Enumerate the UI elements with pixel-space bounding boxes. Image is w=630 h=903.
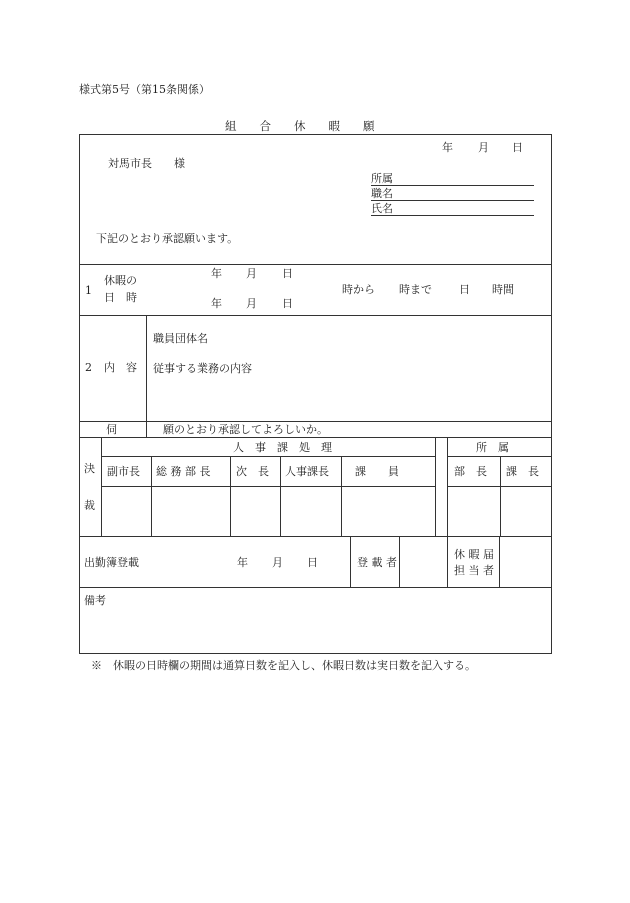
divider-approval [79,536,552,537]
approval-label-line1: 決 [84,462,95,475]
col-section-staff: 課 員 [355,465,399,478]
vline-col-4 [341,456,342,536]
section1-row1-year: 年 [211,267,222,280]
date-year: 年 [442,141,453,154]
divider-section2 [79,421,552,422]
vline-col-3 [280,456,281,536]
inquiry-label: 伺 [106,423,117,436]
vline-col-7 [500,456,501,536]
vline-attendance-1 [350,536,351,587]
col-deputy-director: 次 長 [236,465,269,478]
section1-from-label: 時から [342,283,375,296]
vline-approval-label [101,437,102,536]
section1-row2-month: 月 [246,297,257,310]
vline-attendance-3 [447,536,448,587]
name-label: 氏名 [371,202,393,215]
section1-row1-month: 月 [246,267,257,280]
col-personnel-chief: 人事課長 [285,465,329,478]
col-general-affairs-director: 総 務 部 長 [156,465,211,478]
section2-label: 内 容 [104,361,137,374]
section1-number: 1 [85,284,92,297]
position-field[interactable] [371,200,534,201]
vline-col-5 [435,437,436,536]
vline-attendance-4 [499,536,500,587]
section1-until-label: 時まで [399,283,432,296]
vline-col-6 [447,437,448,536]
vline-attendance-2 [399,536,400,587]
leave-clerk-line2: 担 当 者 [454,564,494,577]
section1-label-line1: 休暇の [104,274,137,287]
approval-label-line2: 裁 [84,499,95,512]
divider-inquiry [79,437,552,438]
registrar-label: 登 載 者 [357,556,397,569]
personnel-header: 人 事 課 処 理 [233,441,332,454]
section1-days-label: 日 [459,283,470,296]
org-name-label: 職員団体名 [153,332,208,345]
col-deputy-mayor: 副市長 [107,465,140,478]
inquiry-text: 願のとおり承認してよろしいか。 [163,423,328,436]
section2-number: 2 [85,361,92,374]
divider-applicant [79,264,552,265]
leave-clerk-line1: 休 暇 届 [454,548,494,561]
vline-col-2 [230,456,231,536]
footnote: ※ 休暇の日時欄の期間は通算日数を記入し、休暇日数は実日数を記入する。 [91,659,476,672]
affiliation-label: 所属 [371,172,393,185]
remarks-label: 備考 [84,594,106,607]
attendance-day: 日 [307,556,318,569]
divider-section1 [79,315,552,316]
col-dept-head: 部 長 [454,465,487,478]
section1-label-line2: 日 時 [104,291,137,304]
attendance-month: 月 [272,556,283,569]
section1-row2-day: 日 [282,297,293,310]
vline-label-column [146,315,147,437]
form-number: 様式第5号（第15条関係） [79,83,210,96]
position-label: 職名 [371,187,393,200]
addressee: 対馬市長 様 [108,157,185,170]
name-field[interactable] [371,215,534,216]
section1-row1-day: 日 [282,267,293,280]
date-day: 日 [512,141,523,154]
divider-attendance [79,587,552,588]
duty-label: 従事する業務の内容 [153,362,252,375]
vline-col-1 [151,456,152,536]
request-text: 下記のとおり承認願います。 [96,232,239,245]
attendance-year: 年 [237,556,248,569]
affiliation-header: 所 属 [476,441,509,454]
date-month: 月 [478,141,489,154]
section1-hours-label: 時間 [492,283,514,296]
page-title: 組 合 休 暇 願 [225,119,375,133]
attendance-label: 出勤簿登載 [84,556,139,569]
section1-row2-year: 年 [211,297,222,310]
affiliation-field[interactable] [371,185,534,186]
col-section-head: 課 長 [506,465,539,478]
